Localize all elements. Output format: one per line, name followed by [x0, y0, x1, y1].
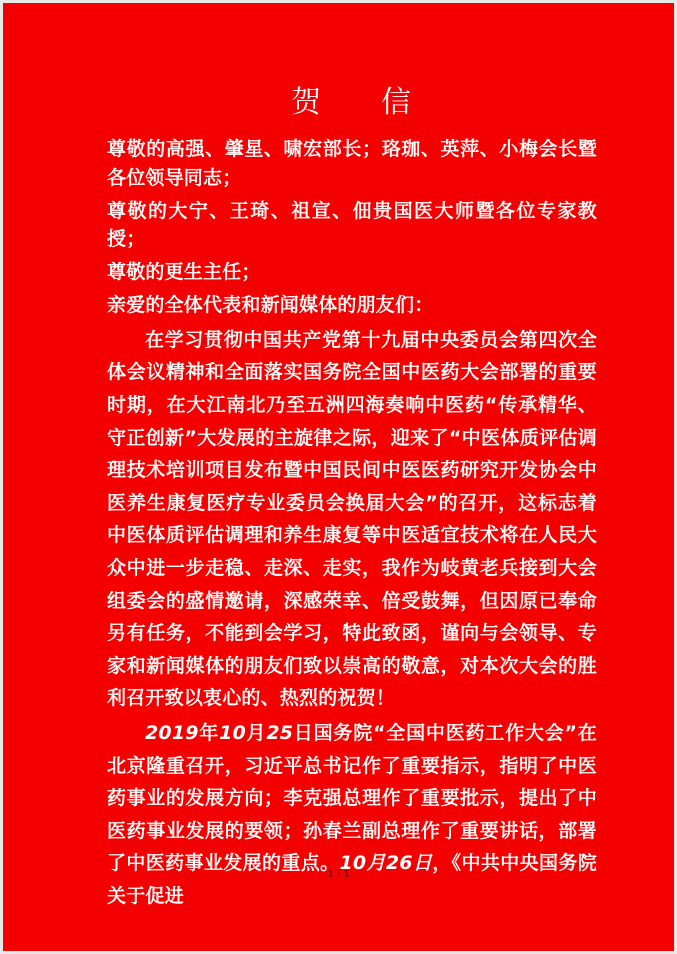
paragraph-2 [107, 717, 597, 913]
day-text: 25 [266, 721, 294, 744]
p2-seg-d: ，《中共中央国务院关于促进 [107, 852, 597, 907]
salutation-3: 尊敬的更生主任； [107, 261, 261, 284]
p2-seg-b: 月 [245, 721, 267, 744]
p2-seg-a: 年 [198, 721, 220, 744]
p2-seg-c: 日国务院“全国中医药工作大会”在北京隆重召开，习近平总书记作了重要指示，指明了中医药事业的发展方向；李克强总理作了重要批示，提出了中医药事业发展的要领；孙春兰副总理作了重要讲话，部署了中医药事业发展的重点。 [107, 721, 597, 875]
salutation-2: 尊敬的大宁、王琦、祖宣、佃贵国医大师暨各位专家教授； [107, 199, 597, 251]
month-text: 10 [219, 721, 246, 744]
date2-text: 10月26日 [339, 852, 433, 875]
salutation-4: 亲爱的全体代表和新闻媒体的朋友们： [107, 293, 434, 316]
title-char-2: 信 [381, 85, 413, 120]
year-text: 2019 [145, 721, 199, 744]
page-number: 1 / 1 [327, 869, 350, 880]
letter-page [3, 3, 674, 951]
paragraph-1: 在学习贯彻中国共产党第十九届中央委员会第四次全体会议精神和全面落实国务院全国中医药大会部署的重要时期，在大江南北乃至五洲四海奏响中医药“传承精华、守正创新”大发展的主旋律之际，迎来了“中医体质评估调理技术培训项目发布暨中国民间中医医药研究开发协会中医养生康复医疗专业委员会换届大会”的召开，这标志着中医体质评估调理和养生康复等中医适宜技术将在人民大众中进一步走稳、走深、走实，我作为岐黄老兵接到大会组委会的盛情邀请，深感荣幸、倍受鼓舞，但因原已奉命另有任务，不能到会学习，特此致函，谨向与会领导、专家和新闻媒体的朋友们致以崇高的敬意，对本次大会的胜利召开致以衷心的、热烈的祝贺！ [107, 328, 597, 710]
salutation-1: 尊敬的高强、肇星、啸宏部长；珞珈、英萍、小梅会长暨各位领导同志； [107, 138, 597, 189]
letter-body [107, 81, 597, 912]
title-char-1: 贺 [291, 85, 323, 120]
letter-title [107, 81, 597, 125]
